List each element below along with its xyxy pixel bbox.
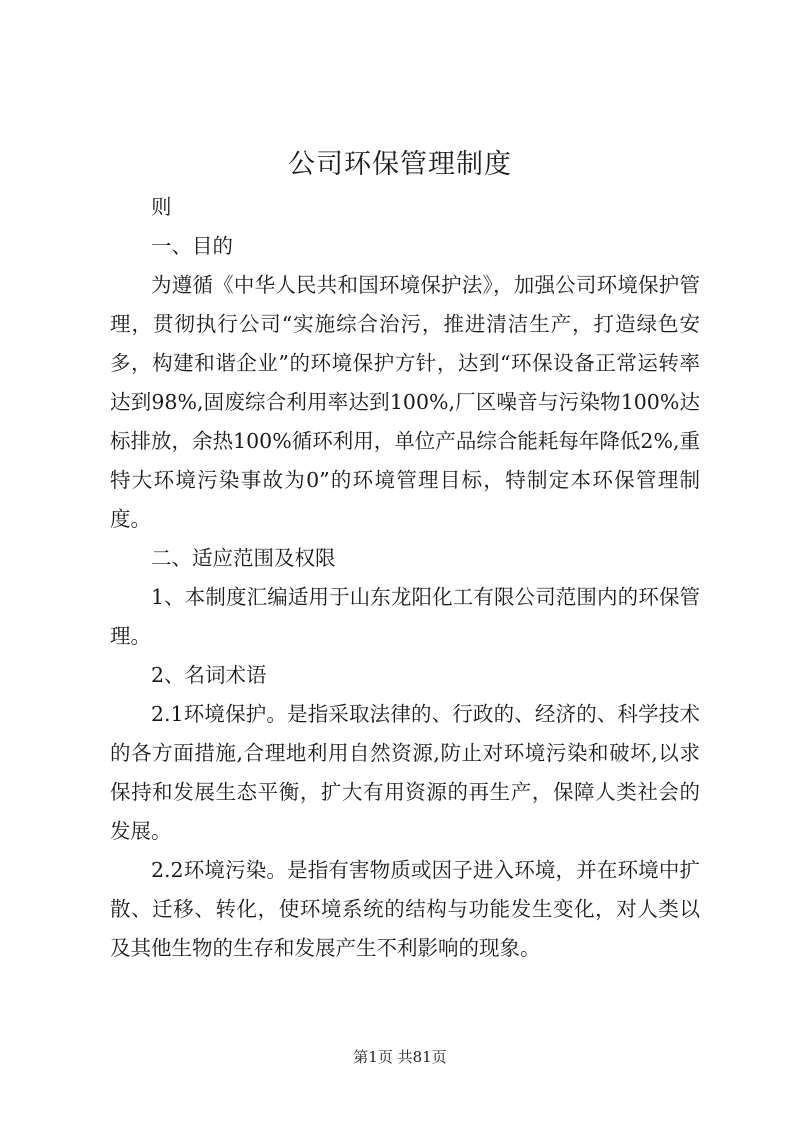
paragraph-term-protection: 2.1环境保护。是指采取法律的、行政的、经济的、科学技术的各方面措施,合理地利用自然资源,防止对环境污染和破坏,以求保持和发展生态平衡，扩大有用资源的再生产，保障人类社会的发展。 bbox=[110, 702, 700, 843]
section-heading-terms: 2、名词术语 bbox=[151, 663, 267, 687]
section-heading-purpose: 一、目的 bbox=[151, 234, 233, 258]
paragraph-principle: 则 bbox=[151, 195, 172, 219]
section-heading-scope: 二、适应范围及权限 bbox=[151, 546, 336, 570]
paragraph-scope: 1、本制度汇编适用于山东龙阳化工有限公司范围内的环保管理。 bbox=[110, 585, 700, 648]
paragraph-term-pollution: 2.2环境污染。是指有害物质或因子进入环境，并在环境中扩散、迁移、转化，使环境系统的结构与功能发生变化，对人类以及其他生物的生存和发展产生不利影响的现象。 bbox=[110, 858, 700, 960]
paragraph-purpose: 为遵循《中华人民共和国环境保护法》，加强公司环境保护管理，贯彻执行公司“实施综合治污，推进清洁生产，打造绿色安多，构建和谐企业”的环境保护方针，达到“环保设备正常运转率达到98%,固废综合利用率达到100%,厂区噪音与污染物100%达标排放，余热100%循环利用，单位产品综合能耗每年降低2%,重特大环境污染事故为0”的环境管理目标，特制定本环保管理制度。 bbox=[110, 273, 700, 531]
document-title: 公司环保管理制度 bbox=[288, 149, 512, 180]
document-body bbox=[110, 188, 700, 968]
page-footer: 第1页 共81页 bbox=[353, 1048, 447, 1066]
